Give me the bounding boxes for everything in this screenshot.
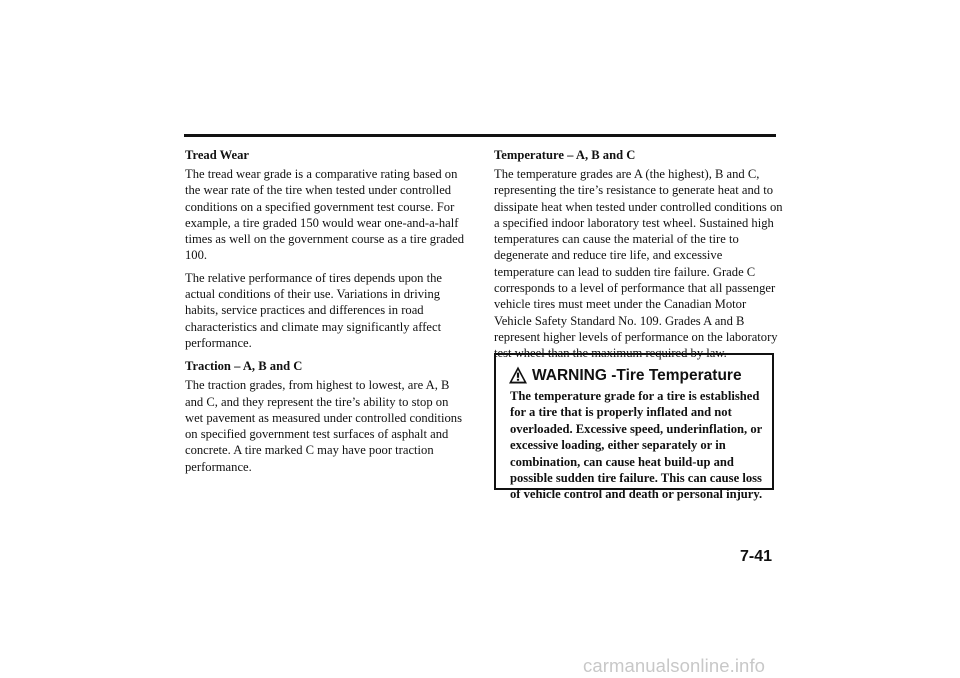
warning-text: The temperature grade for a tire is established for a tire that is properly inflated and not overloaded. Excessive speed, underinflation, or excessive loading, either separately or in combination, can cause heat build-up and possible sudden tire failure. This can cause loss of vehicle control and death or personal injury. — [510, 389, 763, 502]
tread-wear-paragraph-2: The relative performance of tires depends upon the actual conditions of their use. Variations in driving habits, service practices and differences in road characteristics and climate may significantly affect performance. — [185, 270, 443, 350]
top-rule — [184, 134, 776, 137]
left-column — [185, 146, 469, 481]
traction-paragraph: The traction grades, from highest to lowest, are A, B and C, and they represent the tire’s ability to stop on wet pavement as measured under controlled conditions on specified government test surfaces of asphalt and concrete. A tire marked C may have poor traction performance. — [185, 378, 462, 474]
warning-title: WARNING -Tire Temperature — [532, 367, 742, 384]
temperature-paragraph: The temperature grades are A (the highest), B and C, representing the tire’s resistance to generate heat and to dissipate heat when tested under controlled conditions on a specified indoor laboratory test wheel. Sustained high temperatures can cause the material of the tire to degenerate and reduce tire life, and excessive temperature can lead to sudden tire failure. Grade C corresponds to a level of performance that all passenger vehicle tires must meet under the Canadian Motor Vehicle Safety Standard No. 109. Grades A and B represent higher levels of performance on the laboratory test wheel than the maximum required by law. — [494, 167, 783, 361]
warning-box — [494, 353, 774, 502]
page-number: 7-41 — [740, 548, 773, 565]
traction-heading: Traction – A, B and C — [185, 359, 303, 374]
tread-wear-paragraph-1: The tread wear grade is a comparative rating based on the wear rate of the tire when tested under controlled conditions on a specified government test course. For example, a tire graded 150 would wear one-and-a-half times as well on the government course as a tire graded 100. — [185, 167, 465, 263]
warning-triangle-icon — [508, 365, 528, 385]
tread-wear-heading: Tread Wear — [185, 148, 250, 162]
watermark: carmanualsonline.info — [583, 655, 766, 676]
temperature-heading: Temperature – A, B and C — [494, 148, 636, 162]
right-column — [494, 146, 784, 368]
